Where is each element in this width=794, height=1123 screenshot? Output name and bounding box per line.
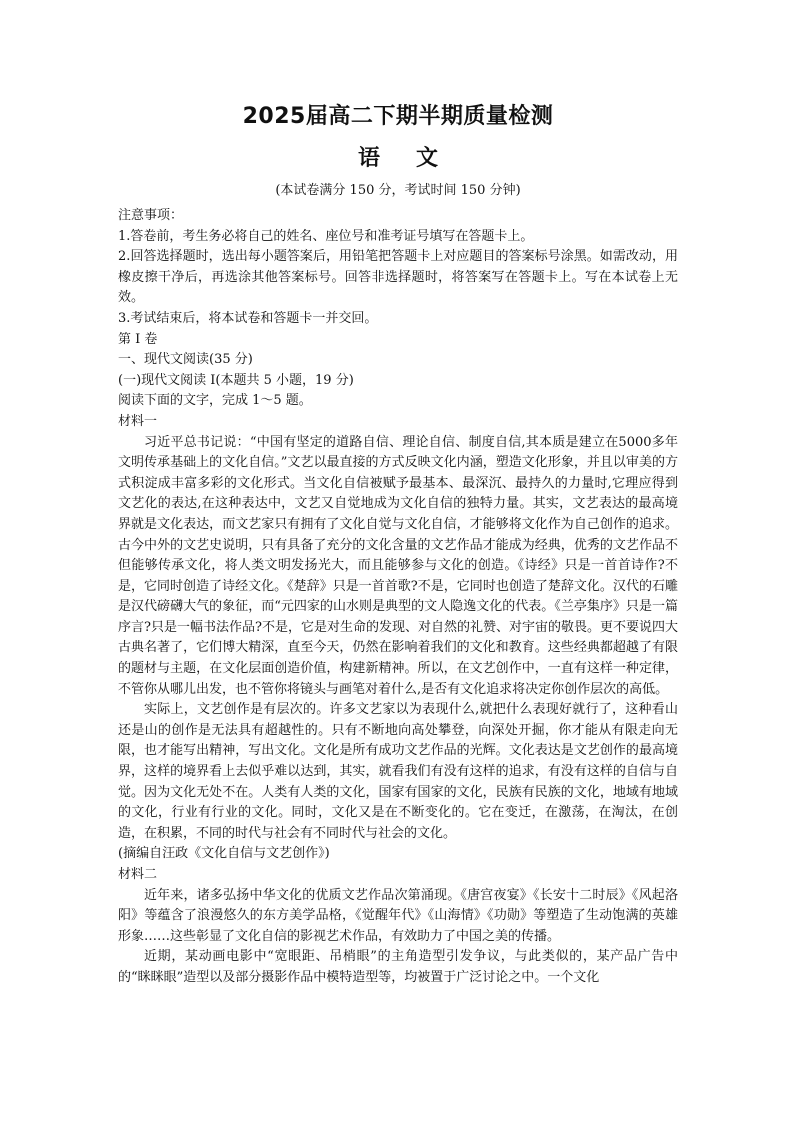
reading-instruction: 阅读下面的文字，完成 1～5 题。 xyxy=(118,393,312,409)
material-1-source: (摘编自汪政《文化自信与文艺创作》) xyxy=(118,846,330,862)
material-2-label: 材料二 xyxy=(118,867,158,882)
subject-char-2: 文 xyxy=(416,146,439,171)
material-1-label: 材料一 xyxy=(118,413,158,429)
material-2-paragraph-1: 近年来，诸多弘扬中华文化的优质文艺作品次第涌现。《唐宫夜宴》《长安十二时辰》《风起洛阳》等蕴含了浪漫悠久的东方美学品格，《觉醒年代》《山海情》《功勋》等塑造了生动饱满的英雄形象……这些彰显了文化自信的影视艺术作品，有效助力了中国之美的传播。 xyxy=(118,887,678,944)
notice-item-1: 1.答卷前，考生务必将自己的姓名、座位号和准考证号填写在答题卡上。 xyxy=(118,228,534,244)
sub-heading: (一)现代文阅读 I(本题共 5 小题，19 分) xyxy=(118,372,354,388)
exam-body xyxy=(118,206,678,989)
material-1-paragraph-1: 习近平总书记说：“中国有坚定的道路自信、理论自信、制度自信,其本质是建立在5000多年文明传承基础上的文化自信。”文艺以最直接的方式反映文化内涵，塑造文化形象，并且以审美的方式积淀成丰富多彩的文化形式。当文化自信被赋予最基本、最深沉、最持久的力量时,它理应得到文艺化的表达,在这种表达中，文艺又自觉地成为文化自信的独特力量。其实，文艺表达的最高境界就是文化表达，而文艺家只有拥有了文化自觉与文化自信，才能够将文化作为自己创作的追求。古今中外的文艺史说明，只有具备了充分的文化含量的文艺作品才能成为经典，优秀的文艺作品不但能够传承文化，将人类文明发扬光大，而且能够参与文化的创造。《诗经》只是一首首诗作?不是，它同时创造了诗经文化。《楚辞》只是一首首歌?不是，它同时也创造了楚辞文化。汉代的石雕是汉代磅礴大气的象征，而“元四家的山水则是典型的文人隐逸文化的代表。《兰亭集序》只是一篇序言?只是一幅书法作品?不是，它是对生命的发现、对自然的礼赞、对宇宙的敬畏。更不要说四大古典名著了，它们博大精深，直至今天，仍然在影响着我们的文化和教育。这些经典都超越了有限的题材与主题，在文化层面创造价值，构建新精神。所以，在文艺创作中，一直有这样一种定律，不管你从哪儿出发，也不管你将镜头与画笔对着什么,是否有文化追求将决定你创作层次的高低。 xyxy=(118,434,678,697)
material-1-paragraph-2: 实际上，文艺创作是有层次的。许多文艺家以为表现什么,就把什么表现好就行了，这种看山还是山的创作是无法具有超越性的。只有不断地向高处攀登，向深处开掘，你才能从有限走向无限，也才能写出精神，写出文化。文化是所有成功文艺作品的光辉。文化表达是文艺创作的最高境界，这样的境界看上去似乎难以达到，其实，就看我们有没有这样的追求，有没有这样的自信与自觉。因为文化无处不在。人类有人类的文化，国家有国家的文化，民族有民族的文化，地域有地域的文化，行业有行业的文化。同时，文化又是在不断变化的。它在变迁，在激荡，在淘汰，在创造，在积累，不同的时代与社会有不同时代与社会的文化。 xyxy=(118,702,678,841)
exam-title: 2025届高二下期半期质量检测 xyxy=(242,104,554,129)
notice-item-3: 3.考试结束后，将本试卷和答题卡一并交回。 xyxy=(118,310,378,326)
volume-heading: 第 I 卷 xyxy=(118,331,158,347)
subject-title xyxy=(118,144,678,174)
subject-char-1: 语 xyxy=(357,146,380,171)
exam-info: (本试卷满分 150 分，考试时间 150 分钟) xyxy=(275,183,521,198)
material-2-paragraph-2: 近期，某动画电影中“宽眼距、吊梢眼”的主角造型引发争议，与此类似的，某产品广告中的“眯眯眼”造型以及部分摄影作品中模特造型等，均被置于广泛讨论之中。一个文化 xyxy=(118,949,678,985)
exam-page xyxy=(118,100,678,989)
notice-item-2: 2.回答选择题时，选出每小题答案后，用铅笔把答题卡上对应题目的答案标号涂黑。如需改动，用橡皮擦干净后，再选涂其他答案标号。回答非选择题时，将答案写在答题卡上。写在本试卷上无效。 xyxy=(118,249,678,306)
part-heading: 一、现代文阅读(35 分) xyxy=(118,352,253,368)
notice-heading: 注意事项： xyxy=(118,208,184,223)
